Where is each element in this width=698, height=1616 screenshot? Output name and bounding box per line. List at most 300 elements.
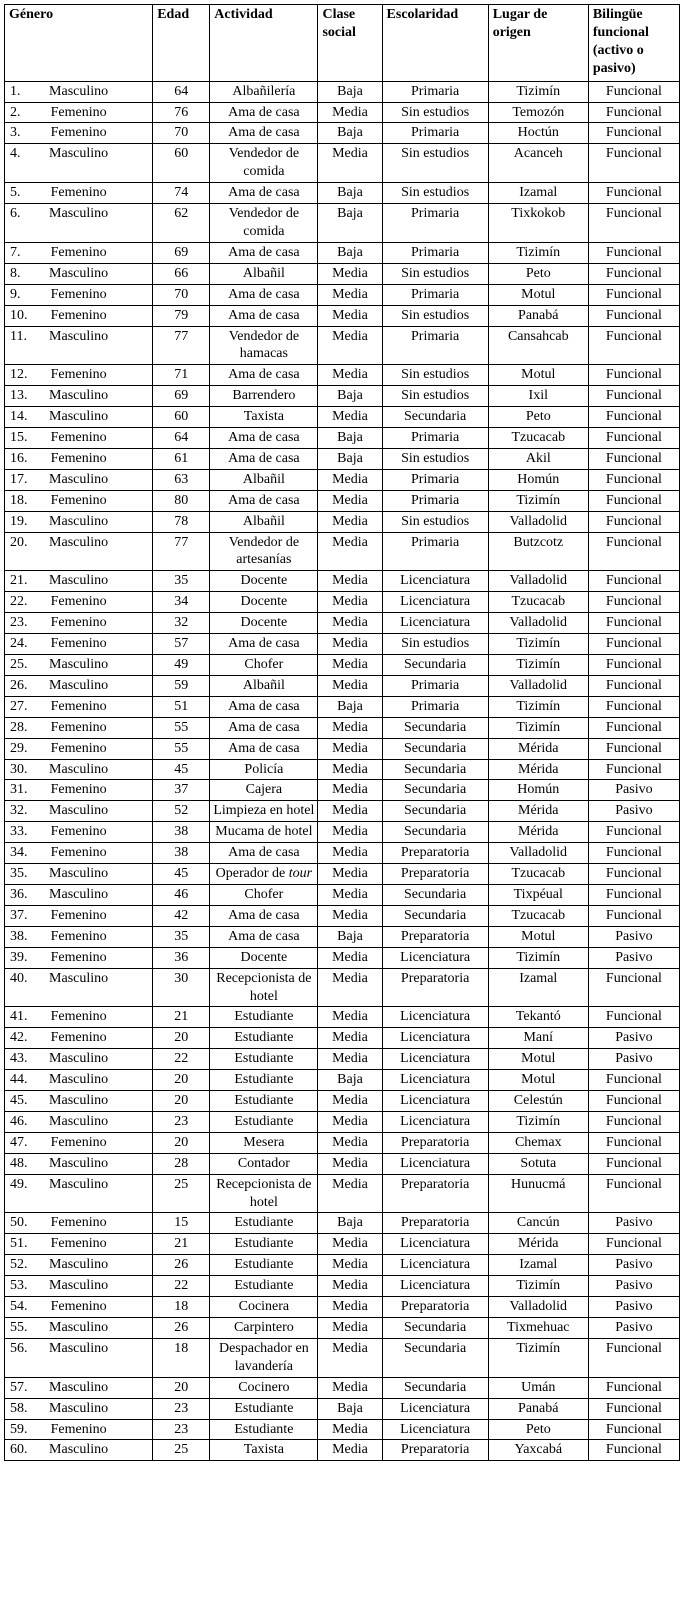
- cell-actividad: Ama de casa: [210, 696, 318, 717]
- row-number: 8.: [10, 265, 21, 281]
- row-number: 12.: [10, 367, 28, 383]
- cell-edad: 35: [153, 926, 210, 947]
- cell-edad: 26: [153, 1255, 210, 1276]
- table-row: [5, 696, 680, 717]
- cell-edad: 66: [153, 263, 210, 284]
- cell-lugar-origen: Tizimín: [488, 1111, 588, 1132]
- cell-escolaridad: Secundaria: [382, 1377, 488, 1398]
- cell-actividad: Albañil: [210, 469, 318, 490]
- table-row: [5, 144, 680, 183]
- cell-escolaridad: Primaria: [382, 469, 488, 490]
- cell-genero: [5, 968, 153, 1007]
- cell-genero: [5, 717, 153, 738]
- cell-clase-social: Media: [318, 1255, 382, 1276]
- cell-edad: 61: [153, 448, 210, 469]
- cell-lugar-origen: Chemax: [488, 1132, 588, 1153]
- cell-lugar-origen: Mérida: [488, 1234, 588, 1255]
- cell-edad: 52: [153, 801, 210, 822]
- row-number: 7.: [10, 244, 21, 260]
- cell-lugar-origen: Hoctún: [488, 123, 588, 144]
- cell-actividad: Taxista: [210, 407, 318, 428]
- cell-genero: [5, 1091, 153, 1112]
- cell-bilingue: Funcional: [588, 1111, 679, 1132]
- cell-actividad: Estudiante: [210, 1111, 318, 1132]
- cell-actividad: Policía: [210, 759, 318, 780]
- cell-escolaridad: Secundaria: [382, 1338, 488, 1377]
- cell-clase-social: Media: [318, 655, 382, 676]
- cell-escolaridad: Primaria: [382, 532, 488, 571]
- cell-bilingue: Funcional: [588, 144, 679, 183]
- cell-edad: 18: [153, 1297, 210, 1318]
- cell-genero: [5, 532, 153, 571]
- cell-escolaridad: Secundaria: [382, 801, 488, 822]
- genero-value: Masculino: [49, 803, 109, 819]
- cell-clase-social: Media: [318, 407, 382, 428]
- table-row: [5, 780, 680, 801]
- table-row: [5, 1318, 680, 1339]
- cell-lugar-origen: Valladolid: [488, 675, 588, 696]
- cell-clase-social: Media: [318, 1377, 382, 1398]
- cell-genero: [5, 1398, 153, 1419]
- cell-escolaridad: Sin estudios: [382, 634, 488, 655]
- table-row: [5, 365, 680, 386]
- cell-actividad: Ama de casa: [210, 365, 318, 386]
- cell-edad: 57: [153, 634, 210, 655]
- cell-escolaridad: Preparatoria: [382, 968, 488, 1007]
- cell-lugar-origen: Tizimín: [488, 1276, 588, 1297]
- cell-escolaridad: Primaria: [382, 242, 488, 263]
- table-row: [5, 305, 680, 326]
- cell-edad: 79: [153, 305, 210, 326]
- row-number: 17.: [10, 471, 28, 487]
- header-row: [5, 5, 680, 82]
- cell-bilingue: Pasivo: [588, 1255, 679, 1276]
- cell-clase-social: Media: [318, 864, 382, 885]
- cell-actividad: Vendedor de comida: [210, 204, 318, 243]
- row-number: 59.: [10, 1421, 28, 1437]
- cell-clase-social: Media: [318, 717, 382, 738]
- column-header: Actividad: [210, 5, 318, 82]
- cell-bilingue: Funcional: [588, 448, 679, 469]
- genero-value: Masculino: [49, 1072, 109, 1088]
- cell-escolaridad: Secundaria: [382, 884, 488, 905]
- cell-actividad: Chofer: [210, 884, 318, 905]
- cell-clase-social: Media: [318, 365, 382, 386]
- table-row: [5, 284, 680, 305]
- cell-edad: 70: [153, 123, 210, 144]
- cell-clase-social: Baja: [318, 183, 382, 204]
- cell-bilingue: Funcional: [588, 1007, 679, 1028]
- table-row: [5, 1377, 680, 1398]
- cell-actividad: Cocinero: [210, 1377, 318, 1398]
- cell-actividad: Estudiante: [210, 1234, 318, 1255]
- cell-clase-social: Media: [318, 1297, 382, 1318]
- genero-value: Femenino: [50, 430, 107, 446]
- row-number: 31.: [10, 782, 28, 798]
- cell-clase-social: Media: [318, 1153, 382, 1174]
- genero-value: Masculino: [49, 1379, 109, 1395]
- cell-actividad: Ama de casa: [210, 634, 318, 655]
- table-row: [5, 968, 680, 1007]
- cell-bilingue: Funcional: [588, 511, 679, 532]
- table-row: [5, 1111, 680, 1132]
- cell-genero: [5, 1049, 153, 1070]
- participants-table: [4, 4, 680, 1461]
- row-number: 58.: [10, 1400, 28, 1416]
- table-row: [5, 123, 680, 144]
- row-number: 5.: [10, 185, 21, 201]
- cell-genero: [5, 386, 153, 407]
- cell-lugar-origen: Panabá: [488, 1398, 588, 1419]
- cell-actividad: Albañilería: [210, 81, 318, 102]
- table-row: [5, 1255, 680, 1276]
- cell-escolaridad: Preparatoria: [382, 1132, 488, 1153]
- cell-genero: [5, 655, 153, 676]
- genero-value: Femenino: [50, 185, 107, 201]
- cell-lugar-origen: Tizimín: [488, 655, 588, 676]
- cell-clase-social: Baja: [318, 448, 382, 469]
- table-row: [5, 759, 680, 780]
- genero-value: Masculino: [49, 1442, 109, 1458]
- cell-bilingue: Funcional: [588, 759, 679, 780]
- cell-bilingue: Funcional: [588, 1132, 679, 1153]
- cell-clase-social: Baja: [318, 204, 382, 243]
- cell-clase-social: Media: [318, 1091, 382, 1112]
- cell-clase-social: Media: [318, 571, 382, 592]
- row-number: 57.: [10, 1379, 28, 1395]
- cell-bilingue: Funcional: [588, 738, 679, 759]
- cell-edad: 18: [153, 1338, 210, 1377]
- cell-escolaridad: Sin estudios: [382, 263, 488, 284]
- cell-bilingue: Funcional: [588, 428, 679, 449]
- table-row: [5, 326, 680, 365]
- cell-genero: [5, 242, 153, 263]
- cell-genero: [5, 613, 153, 634]
- cell-bilingue: Funcional: [588, 386, 679, 407]
- cell-genero: [5, 102, 153, 123]
- cell-edad: 62: [153, 204, 210, 243]
- cell-escolaridad: Licenciatura: [382, 1153, 488, 1174]
- cell-edad: 35: [153, 571, 210, 592]
- row-number: 55.: [10, 1320, 28, 1335]
- cell-genero: [5, 305, 153, 326]
- row-number: 47.: [10, 1134, 28, 1150]
- cell-clase-social: Media: [318, 843, 382, 864]
- row-number: 18.: [10, 492, 28, 508]
- table-row: [5, 1338, 680, 1377]
- cell-genero: [5, 947, 153, 968]
- cell-actividad: Limpieza en hotel: [210, 801, 318, 822]
- genero-value: Femenino: [50, 307, 107, 323]
- cell-clase-social: Media: [318, 801, 382, 822]
- table-row: [5, 1419, 680, 1440]
- cell-edad: 23: [153, 1419, 210, 1440]
- cell-clase-social: Media: [318, 1419, 382, 1440]
- cell-genero: [5, 696, 153, 717]
- cell-bilingue: Pasivo: [588, 1049, 679, 1070]
- cell-edad: 51: [153, 696, 210, 717]
- cell-genero: [5, 592, 153, 613]
- cell-bilingue: Funcional: [588, 822, 679, 843]
- genero-value: Femenino: [50, 698, 107, 714]
- cell-bilingue: Funcional: [588, 102, 679, 123]
- cell-clase-social: Media: [318, 759, 382, 780]
- table-row: [5, 511, 680, 532]
- column-header: Lugar de origen: [488, 5, 588, 82]
- cell-bilingue: Funcional: [588, 242, 679, 263]
- cell-bilingue: Funcional: [588, 675, 679, 696]
- cell-clase-social: Media: [318, 263, 382, 284]
- cell-lugar-origen: Homún: [488, 469, 588, 490]
- genero-value: Masculino: [49, 1278, 109, 1294]
- cell-lugar-origen: Izamal: [488, 968, 588, 1007]
- row-number: 30.: [10, 761, 28, 777]
- table-body: [5, 81, 680, 1461]
- cell-lugar-origen: Peto: [488, 1419, 588, 1440]
- cell-escolaridad: Licenciatura: [382, 1276, 488, 1297]
- cell-lugar-origen: Tizimín: [488, 947, 588, 968]
- cell-edad: 38: [153, 822, 210, 843]
- cell-genero: [5, 123, 153, 144]
- cell-edad: 23: [153, 1398, 210, 1419]
- row-number: 32.: [10, 803, 28, 819]
- cell-escolaridad: Licenciatura: [382, 1234, 488, 1255]
- genero-value: Femenino: [50, 125, 107, 141]
- cell-clase-social: Media: [318, 1049, 382, 1070]
- table-row: [5, 532, 680, 571]
- cell-bilingue: Pasivo: [588, 1276, 679, 1297]
- cell-edad: 30: [153, 968, 210, 1007]
- cell-bilingue: Funcional: [588, 204, 679, 243]
- cell-actividad: Ama de casa: [210, 428, 318, 449]
- row-number: 60.: [10, 1442, 28, 1458]
- cell-edad: 60: [153, 407, 210, 428]
- cell-clase-social: Media: [318, 905, 382, 926]
- cell-lugar-origen: Hunucmá: [488, 1174, 588, 1213]
- row-number: 24.: [10, 636, 28, 652]
- cell-edad: 37: [153, 780, 210, 801]
- cell-escolaridad: Secundaria: [382, 738, 488, 759]
- cell-actividad: Estudiante: [210, 1007, 318, 1028]
- cell-escolaridad: Primaria: [382, 284, 488, 305]
- table-row: [5, 1049, 680, 1070]
- cell-clase-social: Media: [318, 884, 382, 905]
- cell-lugar-origen: Motul: [488, 365, 588, 386]
- cell-clase-social: Media: [318, 1174, 382, 1213]
- genero-value: Masculino: [49, 409, 109, 425]
- cell-actividad: Estudiante: [210, 1419, 318, 1440]
- cell-bilingue: Funcional: [588, 1174, 679, 1213]
- cell-actividad: Estudiante: [210, 1091, 318, 1112]
- table-row: [5, 263, 680, 284]
- cell-actividad: Despachador en lavandería: [210, 1338, 318, 1377]
- cell-edad: 15: [153, 1213, 210, 1234]
- cell-clase-social: Media: [318, 738, 382, 759]
- cell-escolaridad: Primaria: [382, 204, 488, 243]
- cell-escolaridad: Licenciatura: [382, 1070, 488, 1091]
- cell-genero: [5, 1007, 153, 1028]
- cell-actividad: Ama de casa: [210, 183, 318, 204]
- row-number: 26.: [10, 677, 28, 693]
- cell-lugar-origen: Mérida: [488, 822, 588, 843]
- cell-clase-social: Media: [318, 1028, 382, 1049]
- cell-bilingue: Pasivo: [588, 1028, 679, 1049]
- cell-actividad: Ama de casa: [210, 490, 318, 511]
- row-number: 1.: [10, 83, 21, 99]
- table-row: [5, 407, 680, 428]
- cell-genero: [5, 634, 153, 655]
- genero-value: Masculino: [49, 265, 109, 281]
- genero-value: Femenino: [50, 367, 107, 383]
- table-row: [5, 613, 680, 634]
- table-row: [5, 675, 680, 696]
- cell-actividad: Ama de casa: [210, 738, 318, 759]
- cell-edad: 22: [153, 1049, 210, 1070]
- cell-escolaridad: Secundaria: [382, 655, 488, 676]
- genero-value: Masculino: [49, 866, 109, 882]
- cell-clase-social: Media: [318, 490, 382, 511]
- cell-actividad: Ama de casa: [210, 448, 318, 469]
- cell-actividad: Docente: [210, 947, 318, 968]
- cell-edad: 20: [153, 1091, 210, 1112]
- row-number: 20.: [10, 534, 28, 550]
- genero-value: Femenino: [50, 1236, 107, 1252]
- genero-value: Femenino: [50, 286, 107, 302]
- cell-bilingue: Funcional: [588, 1440, 679, 1461]
- cell-clase-social: Media: [318, 511, 382, 532]
- cell-escolaridad: Licenciatura: [382, 947, 488, 968]
- cell-clase-social: Media: [318, 1132, 382, 1153]
- cell-escolaridad: Primaria: [382, 123, 488, 144]
- cell-lugar-origen: Valladolid: [488, 843, 588, 864]
- cell-clase-social: Baja: [318, 1213, 382, 1234]
- cell-bilingue: Funcional: [588, 843, 679, 864]
- cell-lugar-origen: Sotuta: [488, 1153, 588, 1174]
- cell-escolaridad: Preparatoria: [382, 843, 488, 864]
- row-number: 29.: [10, 740, 28, 756]
- cell-lugar-origen: Tekantó: [488, 1007, 588, 1028]
- cell-clase-social: Media: [318, 592, 382, 613]
- cell-lugar-origen: Tizimín: [488, 1338, 588, 1377]
- genero-value: Masculino: [49, 206, 109, 222]
- row-number: 36.: [10, 886, 28, 902]
- genero-value: Femenino: [50, 1421, 107, 1437]
- genero-value: Masculino: [49, 534, 109, 550]
- cell-actividad: Ama de casa: [210, 242, 318, 263]
- cell-actividad: Estudiante: [210, 1213, 318, 1234]
- row-number: 48.: [10, 1155, 28, 1171]
- cell-escolaridad: Secundaria: [382, 1318, 488, 1339]
- cell-edad: 71: [153, 365, 210, 386]
- row-number: 53.: [10, 1278, 28, 1294]
- cell-genero: [5, 1440, 153, 1461]
- cell-lugar-origen: Tzucacab: [488, 864, 588, 885]
- cell-bilingue: Funcional: [588, 884, 679, 905]
- table-row: [5, 717, 680, 738]
- genero-value: Masculino: [49, 1155, 109, 1171]
- cell-genero: [5, 1111, 153, 1132]
- cell-genero: [5, 448, 153, 469]
- cell-lugar-origen: Tizimín: [488, 490, 588, 511]
- row-number: 33.: [10, 824, 28, 840]
- row-number: 34.: [10, 845, 28, 861]
- genero-value: Femenino: [50, 907, 107, 923]
- cell-bilingue: Funcional: [588, 1338, 679, 1377]
- row-number: 39.: [10, 949, 28, 965]
- cell-clase-social: Media: [318, 947, 382, 968]
- cell-clase-social: Media: [318, 1338, 382, 1377]
- cell-edad: 25: [153, 1440, 210, 1461]
- table-row: [5, 204, 680, 243]
- cell-escolaridad: Secundaria: [382, 780, 488, 801]
- cell-edad: 49: [153, 655, 210, 676]
- cell-actividad: Ama de casa: [210, 102, 318, 123]
- genero-value: Femenino: [50, 719, 107, 735]
- cell-lugar-origen: Tizimín: [488, 634, 588, 655]
- cell-genero: [5, 326, 153, 365]
- cell-genero: [5, 407, 153, 428]
- cell-genero: [5, 884, 153, 905]
- cell-bilingue: Funcional: [588, 490, 679, 511]
- genero-value: Masculino: [49, 513, 109, 529]
- cell-edad: 74: [153, 183, 210, 204]
- cell-escolaridad: Primaria: [382, 696, 488, 717]
- table-row: [5, 102, 680, 123]
- genero-value: Masculino: [49, 1257, 109, 1273]
- cell-lugar-origen: Motul: [488, 1070, 588, 1091]
- cell-lugar-origen: Tzucacab: [488, 905, 588, 926]
- row-number: 4.: [10, 146, 21, 162]
- genero-value: Femenino: [50, 104, 107, 120]
- cell-lugar-origen: Tixkokob: [488, 204, 588, 243]
- cell-edad: 45: [153, 864, 210, 885]
- cell-clase-social: Baja: [318, 1398, 382, 1419]
- cell-actividad: Ama de casa: [210, 284, 318, 305]
- table-row: [5, 183, 680, 204]
- cell-actividad: Vendedor de hamacas: [210, 326, 318, 365]
- table-row: [5, 1132, 680, 1153]
- cell-clase-social: Media: [318, 1440, 382, 1461]
- cell-lugar-origen: Tixmehuac: [488, 1318, 588, 1339]
- table-row: [5, 947, 680, 968]
- cell-actividad: Estudiante: [210, 1276, 318, 1297]
- cell-escolaridad: Preparatoria: [382, 1174, 488, 1213]
- cell-genero: [5, 822, 153, 843]
- row-number: 54.: [10, 1299, 28, 1315]
- table-row: [5, 926, 680, 947]
- cell-actividad: Ama de casa: [210, 123, 318, 144]
- genero-value: Masculino: [49, 328, 109, 344]
- cell-clase-social: Media: [318, 1276, 382, 1297]
- genero-value: Femenino: [50, 845, 107, 861]
- cell-lugar-origen: Motul: [488, 926, 588, 947]
- row-number: 22.: [10, 594, 28, 610]
- cell-bilingue: Funcional: [588, 123, 679, 144]
- genero-value: Femenino: [50, 782, 107, 798]
- cell-lugar-origen: Valladolid: [488, 511, 588, 532]
- cell-clase-social: Baja: [318, 242, 382, 263]
- cell-genero: [5, 801, 153, 822]
- table-row: [5, 843, 680, 864]
- cell-bilingue: Funcional: [588, 1153, 679, 1174]
- table-row: [5, 81, 680, 102]
- cell-escolaridad: Sin estudios: [382, 511, 488, 532]
- genero-value: Femenino: [50, 450, 107, 466]
- cell-bilingue: Funcional: [588, 655, 679, 676]
- cell-actividad: Estudiante: [210, 1398, 318, 1419]
- genero-value: Masculino: [49, 1400, 109, 1416]
- cell-bilingue: Funcional: [588, 365, 679, 386]
